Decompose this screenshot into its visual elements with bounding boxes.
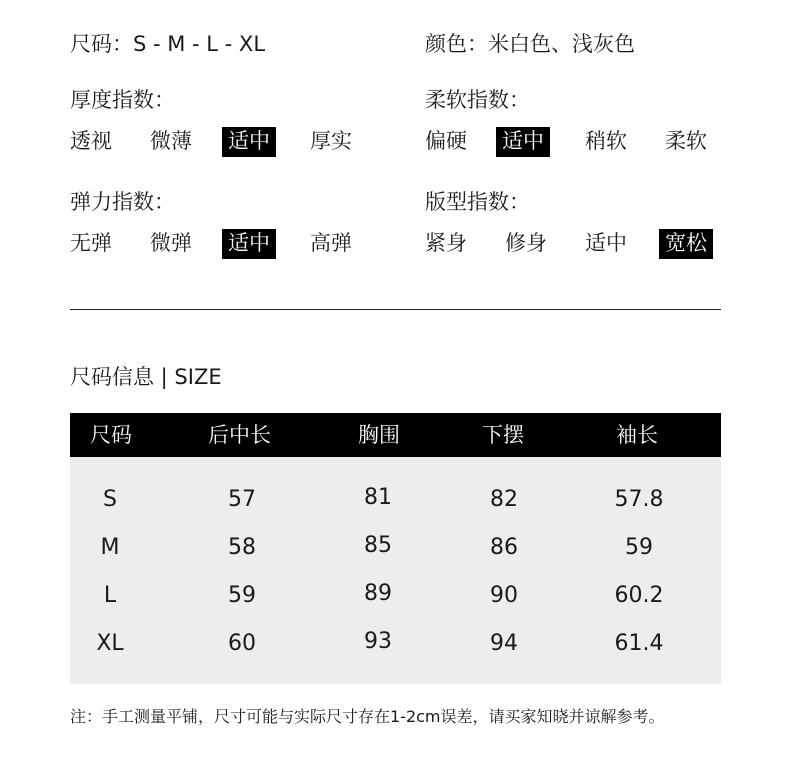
fit-option: 紧身	[425, 231, 467, 255]
elasticity-option-selected: 适中	[222, 229, 276, 259]
softness-option: 稍软	[585, 129, 627, 153]
table-cell-size: L	[103, 583, 117, 608]
table-cell: 59	[228, 583, 256, 608]
table-cell: 60.2	[614, 583, 664, 608]
table-cell: 93	[364, 629, 392, 654]
fit-option: 适中	[585, 231, 627, 255]
thickness-option-selected: 适中	[222, 127, 276, 157]
thickness-option: 厚实	[310, 129, 352, 153]
column-header-hem: 下摆	[482, 423, 524, 447]
table-cell: 57	[228, 487, 256, 512]
table-cell: 85	[364, 533, 392, 558]
thickness-index-title: 厚度指数：	[70, 88, 175, 112]
size-table-body	[70, 457, 721, 684]
elasticity-option: 微弹	[150, 231, 192, 255]
table-cell: 86	[490, 535, 518, 560]
size-spec: 尺码：S - M - L - XL	[70, 32, 266, 56]
softness-index-title: 柔软指数：	[425, 88, 530, 112]
color-spec: 颜色：米白色、浅灰色	[425, 32, 635, 56]
elasticity-option: 无弹	[70, 231, 112, 255]
size-table-header	[70, 413, 721, 457]
table-cell: 90	[490, 583, 518, 608]
table-cell: 89	[364, 581, 392, 606]
table-cell: 57.8	[614, 487, 664, 512]
column-header-back-length: 后中长	[208, 423, 271, 447]
elasticity-option: 高弹	[310, 231, 352, 255]
column-header-sleeve-length: 袖长	[616, 423, 658, 447]
softness-option-selected: 适中	[496, 127, 550, 157]
softness-option: 偏硬	[425, 129, 467, 153]
softness-option: 柔软	[665, 129, 707, 153]
table-cell-size: XL	[96, 631, 124, 656]
table-cell: 94	[490, 631, 518, 656]
table-cell-size: M	[100, 535, 120, 560]
table-cell: 82	[490, 487, 518, 512]
column-header-size: 尺码	[90, 423, 132, 447]
section-divider	[70, 309, 721, 310]
column-header-chest: 胸围	[358, 423, 400, 447]
elasticity-index-title: 弹力指数：	[70, 190, 175, 214]
table-cell: 60	[228, 631, 256, 656]
fit-option-selected: 宽松	[659, 229, 713, 259]
fit-index-title: 版型指数：	[425, 190, 530, 214]
table-cell-size: S	[103, 487, 117, 512]
table-cell: 58	[228, 535, 256, 560]
fit-option: 修身	[505, 231, 547, 255]
table-cell: 61.4	[614, 631, 664, 656]
measurement-note: 注：手工测量平铺，尺寸可能与实际尺寸存在1-2cm误差，请买家知晓并谅解参考。	[70, 707, 665, 726]
table-cell: 81	[364, 485, 392, 510]
thickness-option: 透视	[70, 129, 112, 153]
thickness-option: 微薄	[150, 129, 192, 153]
size-info-heading: 尺码信息 | SIZE	[70, 365, 222, 389]
table-cell: 59	[625, 535, 653, 560]
